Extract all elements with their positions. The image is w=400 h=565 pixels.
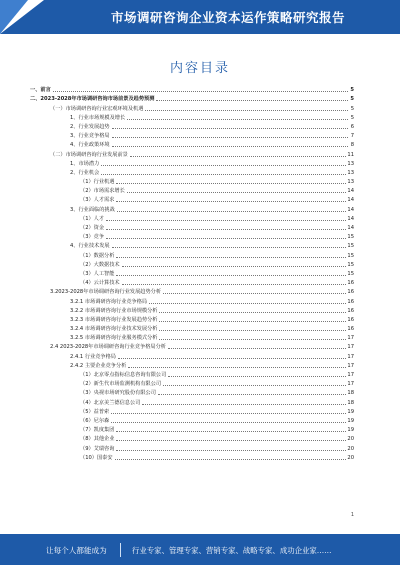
toc-entry[interactable] <box>30 396 354 405</box>
toc-leader-dots <box>145 107 348 111</box>
toc-leader-dots <box>111 410 346 414</box>
toc-entry[interactable] <box>30 194 354 203</box>
toc-entry-label: （2）新生代市场监测机构有限公司 <box>80 381 162 388</box>
toc-entry-page: 17 <box>347 335 354 342</box>
toc-entry-page: 20 <box>347 436 354 443</box>
footer-slogan-right: 行业专家、管理专家、营销专家、战略专家、成功企业家…… <box>132 546 332 555</box>
toc-entry-page: 5 <box>350 114 354 121</box>
toc-entry-label: 3.2.3 市场调研咨询行业发展趋势分析 <box>70 316 158 323</box>
toc-entry[interactable] <box>30 203 354 212</box>
toc-entry-page: 14 <box>347 215 354 222</box>
toc-entry-label: （3）人才需求 <box>80 197 115 204</box>
toc-leader-dots <box>111 419 346 423</box>
toc-entry[interactable] <box>30 360 354 369</box>
toc-entry-label: （2）市场需求增长 <box>80 188 125 195</box>
toc-entry-page: 6 <box>350 123 354 130</box>
toc-entry-page: 13 <box>347 169 354 176</box>
toc-entry-label: （9）艾瑞咨询 <box>80 445 115 452</box>
toc-entry[interactable] <box>30 332 354 341</box>
toc-entry-label: （4）云计算技术 <box>80 280 120 287</box>
toc-entry[interactable] <box>30 259 354 268</box>
footer-divider <box>120 543 121 557</box>
toc-entry-label: 2.4.1 行业竞争格局 <box>70 353 116 360</box>
toc-entry[interactable] <box>30 231 354 240</box>
toc-entry[interactable] <box>30 93 354 102</box>
toc-entry-label: 3.2023-2028年市场调研咨询行业发展趋势分析 <box>50 289 162 296</box>
toc-leader-dots <box>159 336 346 340</box>
toc-entry[interactable] <box>30 424 354 433</box>
toc-entry-label: 3.2.4 市场调研咨询行业技术发展分析 <box>70 326 158 333</box>
toc-entry-page: 17 <box>347 344 354 351</box>
toc-leader-dots <box>106 235 346 239</box>
toc-entry-label: （8）其他企业 <box>80 436 115 443</box>
toc-entry-page: 19 <box>347 417 354 424</box>
toc-entry-label: 3.2.5 市场调研咨询行业服务模式分析 <box>70 335 158 342</box>
toc-leader-dots <box>127 189 347 193</box>
toc-leader-dots <box>117 208 347 212</box>
toc-entry-page: 17 <box>347 372 354 378</box>
toc-entry-page: 15 <box>347 243 354 250</box>
toc-leader-dots <box>163 382 346 386</box>
toc-leader-dots <box>158 391 346 395</box>
toc-entry[interactable] <box>30 295 354 304</box>
toc-leader-dots <box>159 327 346 331</box>
toc-leader-dots <box>116 428 346 432</box>
toc-leader-dots <box>118 355 346 359</box>
toc-entry[interactable] <box>30 442 354 451</box>
toc-entry-page: 14 <box>347 188 354 195</box>
toc-entry-label: 一、前言 <box>30 87 51 94</box>
toc-entry[interactable] <box>30 350 354 359</box>
toc-entry[interactable] <box>30 102 354 111</box>
toc-entry-label: 3.2.1 市场调研咨询行业竞争格局 <box>70 298 148 305</box>
toc-entry-label: （3）央视市场研究股份有限公司 <box>80 390 156 397</box>
toc-entry[interactable] <box>30 249 354 258</box>
toc-entry[interactable] <box>30 176 354 185</box>
toc-entry[interactable] <box>30 415 354 424</box>
toc-entry-page: 15 <box>347 270 354 277</box>
toc-entry-label: （1）行业机遇 <box>80 179 115 186</box>
toc-entry[interactable] <box>30 378 354 387</box>
toc-leader-dots <box>149 300 346 304</box>
toc-entry-label: （3）竞争 <box>80 234 105 241</box>
toc-leader-dots <box>130 153 347 157</box>
toc-entry[interactable] <box>30 167 354 176</box>
toc-entry-label: （5）益普索 <box>80 408 110 415</box>
toc-entry-page: 18 <box>347 399 354 406</box>
page-number: 1 <box>350 512 354 518</box>
toc-entry-label: （6）尼尔森 <box>80 417 110 424</box>
footer-slogan-left: 让每个人都能成为 <box>46 546 107 555</box>
toc-leader-dots <box>116 198 346 202</box>
toc-entry[interactable] <box>30 222 354 231</box>
toc-entry-page: 17 <box>347 381 354 388</box>
toc-entry-label: 3、行业竞争格局 <box>70 133 110 140</box>
toc-entry-label: （2）资金 <box>80 225 105 231</box>
toc-leader-dots <box>122 281 347 285</box>
toc-entry-page: 5 <box>350 96 354 103</box>
toc-entry-page: 14 <box>347 197 354 204</box>
toc-entry[interactable] <box>30 452 354 461</box>
toc-entry[interactable] <box>30 185 354 194</box>
toc-entry-label: 3、行业面临的挑战 <box>70 206 115 213</box>
toc-entry-page: 14 <box>347 225 354 231</box>
toc-entry[interactable] <box>30 112 354 121</box>
toc-entry[interactable] <box>30 121 354 130</box>
toc-entry[interactable] <box>30 341 354 350</box>
toc-leader-dots <box>106 217 346 221</box>
toc-entry[interactable] <box>30 387 354 396</box>
toc-leader-dots <box>127 116 348 120</box>
toc-entry-page: 16 <box>347 326 354 333</box>
toc-entry-label: 4、行业政策环境 <box>70 142 110 149</box>
toc-leader-dots <box>112 134 348 138</box>
toc-leader-dots <box>116 447 346 451</box>
toc-entry-label: （1）北京零点指标信息咨询有限公司 <box>80 372 167 378</box>
toc-entry-page: 17 <box>347 353 354 360</box>
toc-entry-label: 2.4.2 主要企业竞争分析 <box>70 362 127 369</box>
toc-entry[interactable] <box>30 433 354 442</box>
toc-entry-label: （二）市场调研咨询行业发展前景 <box>50 151 128 158</box>
toc-leader-dots <box>128 364 346 368</box>
toc-entry-page: 11 <box>347 151 354 158</box>
toc-leader-dots <box>116 272 346 276</box>
toc-entry-label: （1）数据分析 <box>80 252 115 259</box>
toc-entry[interactable] <box>30 268 354 277</box>
toc-entry[interactable] <box>30 213 354 222</box>
toc-entry[interactable] <box>30 240 354 249</box>
toc-entry-label: 1、市场潜力 <box>70 160 100 167</box>
toc-entry-page: 16 <box>347 316 354 323</box>
toc-leader-dots <box>101 162 346 166</box>
toc-entry-page: 5 <box>350 87 354 94</box>
header-banner <box>0 0 400 34</box>
toc-entry[interactable] <box>30 314 354 323</box>
toc-leader-dots <box>142 401 346 405</box>
toc-entry[interactable] <box>30 148 354 157</box>
toc-entry[interactable] <box>30 139 354 148</box>
toc-entry[interactable] <box>30 323 354 332</box>
toc-leader-dots <box>101 171 346 175</box>
toc-entry-page: 14 <box>347 206 354 213</box>
toc-leader-dots <box>112 125 348 129</box>
toc-entry-page: 17 <box>347 362 354 369</box>
toc-entry[interactable] <box>30 84 354 93</box>
toc-leader-dots <box>159 309 346 313</box>
toc-entry-page: 16 <box>347 298 354 305</box>
toc-leader-dots <box>168 373 346 377</box>
toc-leader-dots <box>112 244 347 248</box>
toc-leader-dots <box>53 88 348 92</box>
toc-entry-page: 19 <box>347 427 354 434</box>
toc-entry-page: 20 <box>347 445 354 452</box>
toc-leader-dots <box>156 97 348 101</box>
toc-entry[interactable] <box>30 406 354 415</box>
toc-entry-page: 18 <box>347 390 354 397</box>
toc-entry-label: （一）市场调研咨询行业宏观环境及机遇 <box>50 105 144 112</box>
toc-entry-page: 15 <box>347 234 354 241</box>
toc-entry-page: 19 <box>347 408 354 415</box>
toc-entry-page: 15 <box>347 252 354 259</box>
toc-entry-page: 16 <box>347 280 354 287</box>
toc-entry-page: 20 <box>347 454 354 461</box>
toc-entry-page: 15 <box>347 261 354 268</box>
toc-leader-dots <box>122 263 347 267</box>
toc-entry-label: 二、2023-2028年市场调研咨询市场前景及趋势预测 <box>30 96 155 103</box>
toc-entry-label: （7）凯度集团 <box>80 427 115 434</box>
toc-entry-label: （2）大数据技术 <box>80 261 120 268</box>
toc-entry[interactable] <box>30 158 354 167</box>
toc-entry-label: 2.4 2023-2028年市场调研咨询行业竞争格局分析 <box>50 344 166 351</box>
toc-entry-page: 13 <box>347 179 354 186</box>
toc-entry-label: （4）北京美兰德信息公司 <box>80 399 141 406</box>
table-of-contents <box>30 84 354 461</box>
report-title: 市场调研咨询企业资本运作策略研究报告 <box>110 10 345 25</box>
toc-entry-page: 16 <box>347 289 354 296</box>
toc-leader-dots <box>116 437 346 441</box>
toc-leader-dots <box>116 180 346 184</box>
toc-entry[interactable] <box>30 130 354 139</box>
toc-entry[interactable] <box>30 286 354 295</box>
toc-entry-label: 2、行业机会 <box>70 169 100 176</box>
toc-heading: 内容目录 <box>169 61 230 76</box>
toc-entry[interactable] <box>30 305 354 314</box>
toc-entry-label: （1）人才 <box>80 215 105 222</box>
toc-entry[interactable] <box>30 369 354 378</box>
toc-leader-dots <box>115 456 347 460</box>
header-decor-blue <box>0 0 28 34</box>
toc-leader-dots <box>163 290 346 294</box>
toc-entry-label: 2、行业发展趋势 <box>70 123 110 130</box>
toc-entry-page: 13 <box>347 160 354 167</box>
toc-entry-page: 7 <box>350 133 354 140</box>
toc-entry-page: 8 <box>350 142 354 149</box>
toc-entry-label: 3.2.2 市场调研咨询行业市场规模分析 <box>70 307 158 314</box>
toc-entry-label: 4、行业技术发展 <box>70 243 110 250</box>
toc-entry-label: 1、行业市场规模及增长 <box>70 114 126 121</box>
toc-entry-label: （10）国泰安 <box>80 454 113 461</box>
toc-leader-dots <box>159 318 346 322</box>
toc-leader-dots <box>112 143 348 147</box>
footer-banner <box>0 534 400 565</box>
toc-entry[interactable] <box>30 277 354 286</box>
toc-leader-dots <box>116 254 346 258</box>
toc-entry-label: （3）人工智能 <box>80 270 115 277</box>
toc-entry-page: 16 <box>347 307 354 314</box>
toc-leader-dots <box>106 226 346 230</box>
toc-leader-dots <box>168 345 346 349</box>
toc-entry-page: 5 <box>350 105 354 112</box>
